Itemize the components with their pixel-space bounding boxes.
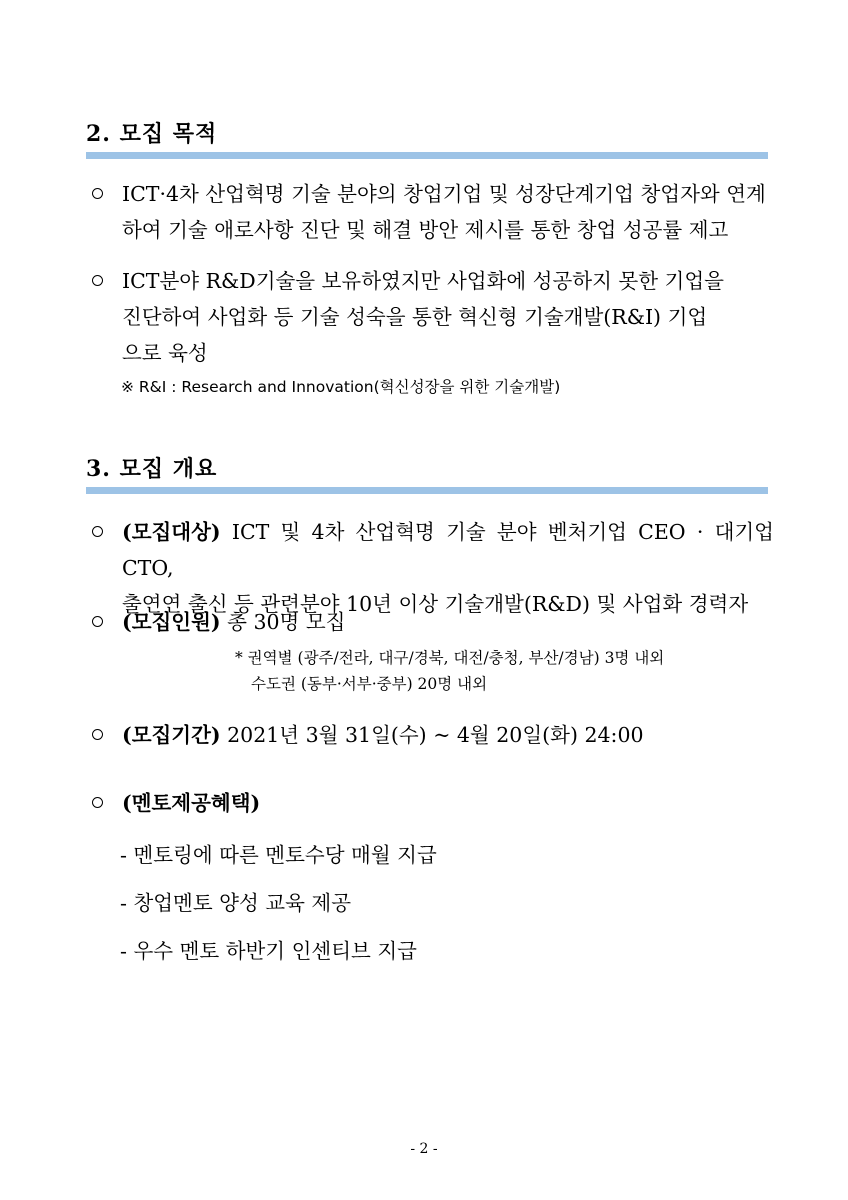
benefit-item-1: - 멘토링에 따른 멘토수당 매월 지급 (120, 843, 437, 867)
target-label: (모집대상) (122, 520, 221, 544)
bullet-line: 으로 육성 (122, 341, 208, 365)
purpose-bullet-1 (92, 176, 774, 248)
bullet-line: ICT분야 R&D기술을 보유하였지만 사업화에 성공하지 못한 기업을 (122, 269, 724, 293)
circle-bullet-icon (92, 188, 103, 199)
headcount-text: 총 30명 모집 (220, 610, 346, 634)
benefit-item-3: - 우수 멘토 하반기 인센티브 지급 (120, 939, 417, 963)
page-number: - 2 - (410, 1141, 438, 1157)
circle-bullet-icon (92, 275, 103, 286)
target-text: ICT 및 4차 산업혁명 기술 분야 벤처기업 CEO · 대기업 CTO, (122, 520, 774, 580)
target-line-2: 출연연 출신 등 관련분야 10년 이상 기술개발(R&D) 및 사업화 경력자 (122, 592, 749, 616)
benefit-item-2: - 창업멘토 양성 교육 제공 (120, 891, 352, 915)
circle-bullet-icon (92, 797, 103, 808)
section-2-rule (86, 152, 768, 159)
period-bullet (92, 717, 774, 753)
bullet-line: 진단하여 사업화 등 기술 성숙을 통한 혁신형 기술개발(R&I) 기업 (122, 305, 708, 329)
headcount-bullet (92, 604, 774, 640)
period-text: 2021년 3월 31일(수) ~ 4월 20일(화) 24:00 (220, 723, 644, 747)
purpose-bullet-2 (92, 263, 774, 371)
circle-bullet-icon (92, 616, 103, 627)
benefits-label: (멘토제공혜택) (122, 791, 261, 815)
ri-note: ※ R&I : Research and Innovation(혁신성장을 위한 기술개발) (121, 378, 561, 396)
period-label: (모집기간) (122, 723, 221, 747)
circle-bullet-icon (92, 729, 103, 740)
benefits-bullet (92, 785, 774, 821)
headcount-label: (모집인원) (122, 610, 221, 634)
section-2-title: 2. 모집 목적 (86, 121, 218, 147)
section-3-title: 3. 모집 개요 (86, 456, 218, 482)
bullet-line: ICT·4차 산업혁명 기술 분야의 창업기업 및 성장단계기업 창업자와 연계 (122, 182, 766, 206)
circle-bullet-icon (92, 526, 103, 537)
bullet-line: 하여 기술 애로사항 진단 및 해결 방안 제시를 통한 창업 성공률 제고 (122, 218, 729, 242)
headcount-note-2: 수도권 (동부·서부·중부) 20명 내외 (251, 675, 488, 693)
section-3-rule (86, 487, 768, 494)
headcount-note-1: * 권역별 (광주/전라, 대구/경북, 대전/충청, 부산/경남) 3명 내외 (235, 649, 665, 667)
